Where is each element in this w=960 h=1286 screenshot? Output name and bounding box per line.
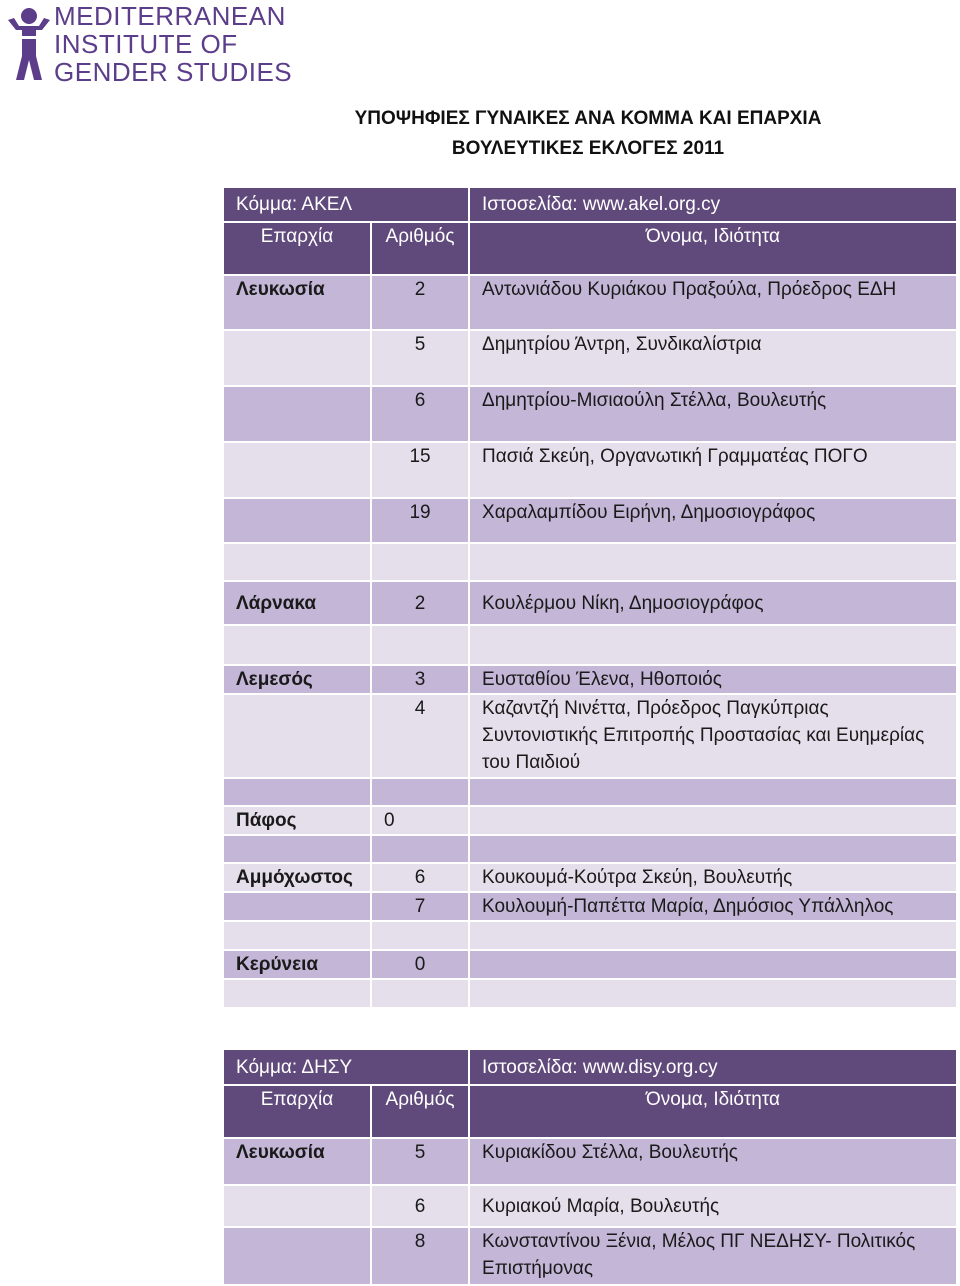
cell-district: Λεμεσός <box>223 665 371 694</box>
column-header-row <box>223 1085 957 1138</box>
cell-number: 6 <box>371 386 469 442</box>
party-website: Ιστοσελίδα: www.disy.org.cy <box>469 1049 957 1085</box>
cell-name: Κωνσταντίνου Ξένια, Μέλος ΠΓ ΝΕΔΗΣΥ- Πολιτικός Επιστήμονας <box>469 1227 957 1285</box>
cell-name: Κυριακίδου Στέλλα, Βουλευτής <box>469 1138 957 1185</box>
party-name: Κόμμα: ΔΗΣΥ <box>223 1049 469 1085</box>
cell-name: Δημητρίου-Μισιαούλη Στέλλα, Βουλευτής <box>469 386 957 442</box>
figure-with-raised-arms-logo-icon <box>6 6 52 88</box>
document-subtitle: ΒΟΥΛΕΥΤΙΚΕΣ ΕΚΛΟΓΕΣ 2011 <box>451 138 725 159</box>
cell-number: 2 <box>371 581 469 625</box>
cell-number: 7 <box>371 892 469 921</box>
table-row <box>223 778 957 806</box>
table-row <box>223 892 957 921</box>
cell-name: Κουλέρμου Νίκη, Δημοσιογράφος <box>469 581 957 625</box>
table-row <box>223 1185 957 1227</box>
cell-number: 0 <box>371 806 469 835</box>
cell-district: Αμμόχωστος <box>223 863 371 892</box>
cell-number: 15 <box>371 442 469 498</box>
cell-district <box>223 442 371 498</box>
cell-number <box>371 835 469 863</box>
party-table-akel <box>222 186 958 1009</box>
cell-number: 2 <box>371 275 469 330</box>
cell-name: Ευσταθίου Έλενα, Ηθοποιός <box>469 665 957 694</box>
cell-number <box>371 979 469 1008</box>
cell-name <box>469 835 957 863</box>
party-header-row <box>223 187 957 222</box>
cell-name: Πασιά Σκεύη, Οργανωτική Γραμματέας ΠΟΓΟ <box>469 442 957 498</box>
column-header-district: Επαρχία <box>223 1085 371 1138</box>
cell-name <box>469 778 957 806</box>
party-header-row <box>223 1049 957 1085</box>
table-row <box>223 1227 957 1285</box>
cell-number: 6 <box>371 863 469 892</box>
cell-number: 4 <box>371 694 469 778</box>
cell-name <box>469 950 957 979</box>
institute-logo <box>6 1 293 88</box>
cell-number: 5 <box>371 1138 469 1185</box>
cell-number: 8 <box>371 1227 469 1285</box>
cell-district <box>223 625 371 665</box>
party-table-disy <box>222 1048 958 1286</box>
cell-number: 19 <box>371 498 469 543</box>
table-row <box>223 806 957 835</box>
table-row <box>223 921 957 950</box>
cell-district <box>223 892 371 921</box>
cell-number <box>371 543 469 581</box>
cell-district: Κερύνεια <box>223 950 371 979</box>
cell-district: Λευκωσία <box>223 1138 371 1185</box>
cell-district <box>223 1185 371 1227</box>
cell-number: 0 <box>371 950 469 979</box>
table-row <box>223 543 957 581</box>
logo-line-3: GENDER STUDIES <box>54 57 293 87</box>
cell-name: Κουλουμή-Παπέττα Μαρία, Δημόσιος Υπάλληλος <box>469 892 957 921</box>
cell-district <box>223 543 371 581</box>
column-header-number: Αριθμός <box>371 1085 469 1138</box>
party-name: Κόμμα: ΑΚΕΛ <box>223 187 469 222</box>
cell-number: 3 <box>371 665 469 694</box>
cell-number <box>371 921 469 950</box>
table-row <box>223 694 957 778</box>
table-row <box>223 330 957 386</box>
logo-wordmark <box>54 2 292 86</box>
cell-number: 5 <box>371 330 469 386</box>
table-row <box>223 442 957 498</box>
table-row <box>223 386 957 442</box>
cell-name: Κουκουμά-Κούτρα Σκεύη, Βουλευτής <box>469 863 957 892</box>
cell-number <box>371 778 469 806</box>
cell-name <box>469 806 957 835</box>
cell-district <box>223 330 371 386</box>
cell-name: Δημητρίου Άντρη, Συνδικαλίστρια <box>469 330 957 386</box>
cell-name <box>469 921 957 950</box>
cell-number <box>371 625 469 665</box>
table-row <box>223 581 957 625</box>
logo-line-2: INSTITUTE OF <box>54 29 238 59</box>
table-row <box>223 275 957 330</box>
cell-name: Κυριακού Μαρία, Βουλευτής <box>469 1185 957 1227</box>
table-row <box>223 979 957 1008</box>
table-row <box>223 498 957 543</box>
cell-name <box>469 625 957 665</box>
cell-district <box>223 386 371 442</box>
cell-name: Χαραλαμπίδου Ειρήνη, Δημοσιογράφος <box>469 498 957 543</box>
logo-line-1: MEDITERRANEAN <box>54 1 286 31</box>
party-website: Ιστοσελίδα: www.akel.org.cy <box>469 187 957 222</box>
column-header-district: Επαρχία <box>223 222 371 275</box>
cell-district: Λάρνακα <box>223 581 371 625</box>
table-row <box>223 950 957 979</box>
cell-number: 6 <box>371 1185 469 1227</box>
cell-district <box>223 498 371 543</box>
cell-district <box>223 979 371 1008</box>
cell-name <box>469 979 957 1008</box>
table-row <box>223 863 957 892</box>
cell-district <box>223 694 371 778</box>
cell-district <box>223 835 371 863</box>
column-header-name: Όνομα, Ιδιότητα <box>469 1085 957 1138</box>
column-header-number: Αριθμός <box>371 222 469 275</box>
column-header-row <box>223 222 957 275</box>
cell-name: Αντωνιάδου Κυριάκου Πραξούλα, Πρόεδρος ΕΔΗ <box>469 275 957 330</box>
document-title: ΥΠΟΨΗΦΙΕΣ ΓΥΝΑΙΚΕΣ ΑΝΑ ΚΟΜΜΑ ΚΑΙ ΕΠΑΡΧΙΑ <box>354 108 822 129</box>
column-header-name: Όνομα, Ιδιότητα <box>469 222 957 275</box>
table-row <box>223 835 957 863</box>
cell-district: Πάφος <box>223 806 371 835</box>
table-row <box>223 1138 957 1185</box>
cell-name <box>469 543 957 581</box>
cell-district <box>223 778 371 806</box>
cell-district: Λευκωσία <box>223 275 371 330</box>
table-row <box>223 665 957 694</box>
cell-district <box>223 921 371 950</box>
cell-name: Καζαντζή Νινέττα, Πρόεδρος Παγκύπριας Συντονιστικής Επιτροπής Προστασίας και Ευημερίας του Παιδιού <box>469 694 957 778</box>
table-row <box>223 625 957 665</box>
cell-district <box>223 1227 371 1285</box>
